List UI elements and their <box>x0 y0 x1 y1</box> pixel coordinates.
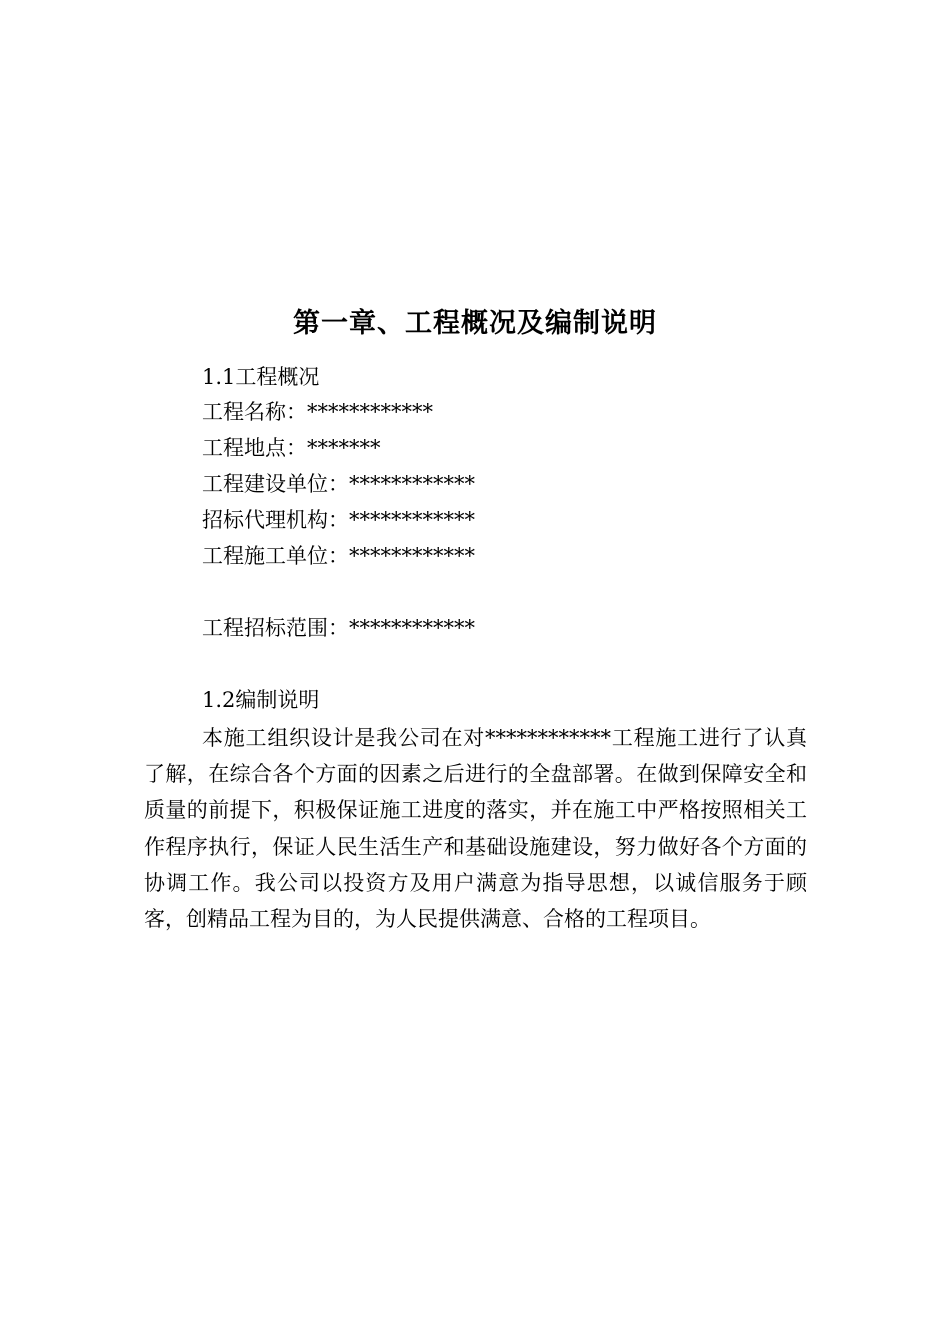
tender-scope-line: 工程招标范围：************ <box>202 616 475 640</box>
section-1-1-heading: 1.1工程概况 <box>202 365 320 389</box>
project-location-line: 工程地点：******* <box>202 436 381 460</box>
construction-owner-line: 工程建设单位：************ <box>202 472 475 496</box>
compilation-description-paragraph: 本施工组织设计是我公司在对************工程施工进行了认真了解，在综合各个方面的因素之后进行的全盘部署。在做到保障安全和质量的前提下，积极保证施工进度的落实，并在施工中严格按照相关工作程序执行，保证人民生活生产和基础设施建设，努力做好各个方面的协调工作。我公司以投资方及用户满意为指导思想，以诚信服务于顾客，创精品工程为目的，为人民提供满意、合格的工程项目。 <box>144 726 807 932</box>
section-1-2-heading: 1.2编制说明 <box>202 688 320 712</box>
tender-agent-line: 招标代理机构：************ <box>202 508 475 532</box>
project-name-line: 工程名称：************ <box>202 400 433 424</box>
chapter-title: 第一章、工程概况及编制说明 <box>293 308 657 339</box>
construction-contractor-line: 工程施工单位：************ <box>202 544 475 568</box>
